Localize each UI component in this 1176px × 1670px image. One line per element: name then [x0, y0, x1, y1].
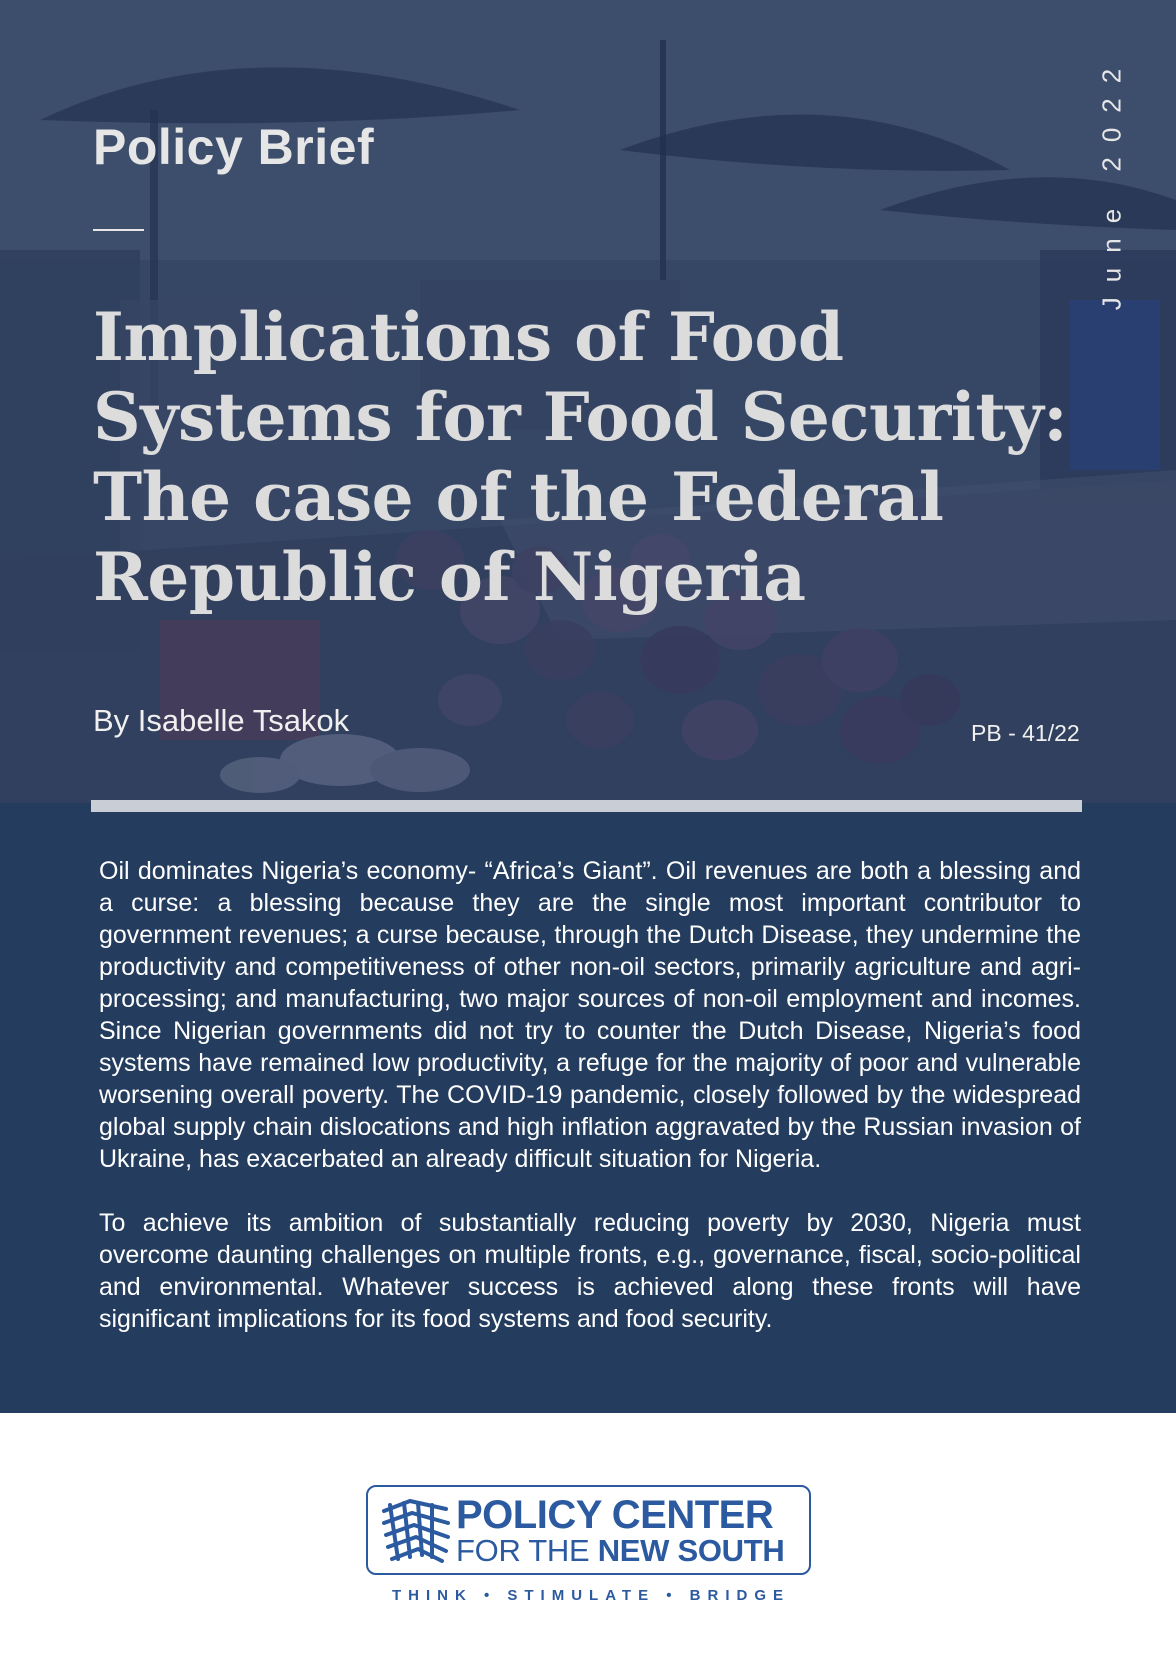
- kicker-divider: [93, 229, 144, 231]
- abstract-paragraph-2: To achieve its ambition of substantially reducing poverty by 2030, Nigeria must overcome daunting challenges on multiple fronts, e.g., governance, fiscal, socio-political and environmental. Whatever success is achieved along these fronts will have significant implications for its food systems and food security.: [99, 1209, 1081, 1333]
- logo-tagline: THINK • STIMULATE • BRIDGE: [391, 1587, 791, 1604]
- document-title: Implications of Food Systems for Food Security: The case of the Federal Republic of Nigeria: [93, 298, 1068, 616]
- publication-date-text: June 2022: [1096, 53, 1127, 311]
- policy-center-grid-logo-icon: [380, 1497, 452, 1565]
- logo-line-1: POLICY CENTER: [456, 1493, 774, 1537]
- document-type-label: Policy Brief: [93, 119, 375, 175]
- author-byline: By Isabelle Tsakok: [93, 703, 350, 738]
- logo-line-2-bold: NEW SOUTH: [597, 1533, 785, 1568]
- logo-line-2-prefix: FOR THE: [456, 1533, 598, 1568]
- policy-center-logo: [366, 1485, 811, 1575]
- document-code: PB - 41/22: [971, 720, 1080, 746]
- abstract-panel: [0, 803, 1176, 1413]
- publication-date: [1080, 48, 1144, 316]
- abstract-paragraph-1: Oil dominates Nigeria’s economy- “Africa’s Giant”. Oil revenues are both a blessing and a curse: a blessing because they are the single most important contributor to government revenues; a curse because, through the Dutch Disease, they undermine the productivity and competitiveness of other non-oil sectors, primarily agriculture and agri-processing; and manufacturing, two major sources of non-oil employment and incomes. Since Nigerian governments did not try to counter the Dutch Disease, Nigeria’s food systems have remained low productivity, a refuge for the majority of poor and vulnerable worsening overall poverty. The COVID-19 pandemic, closely followed by the widespread global supply chain dislocations and high inflation aggravated by the Russian invasion of Ukraine, has exacerbated an already difficult situation for Nigeria.: [99, 857, 1081, 1173]
- cover-hero: [0, 0, 1176, 803]
- hero-divider-bar: [91, 800, 1082, 812]
- logo-line-2: [456, 1533, 784, 1569]
